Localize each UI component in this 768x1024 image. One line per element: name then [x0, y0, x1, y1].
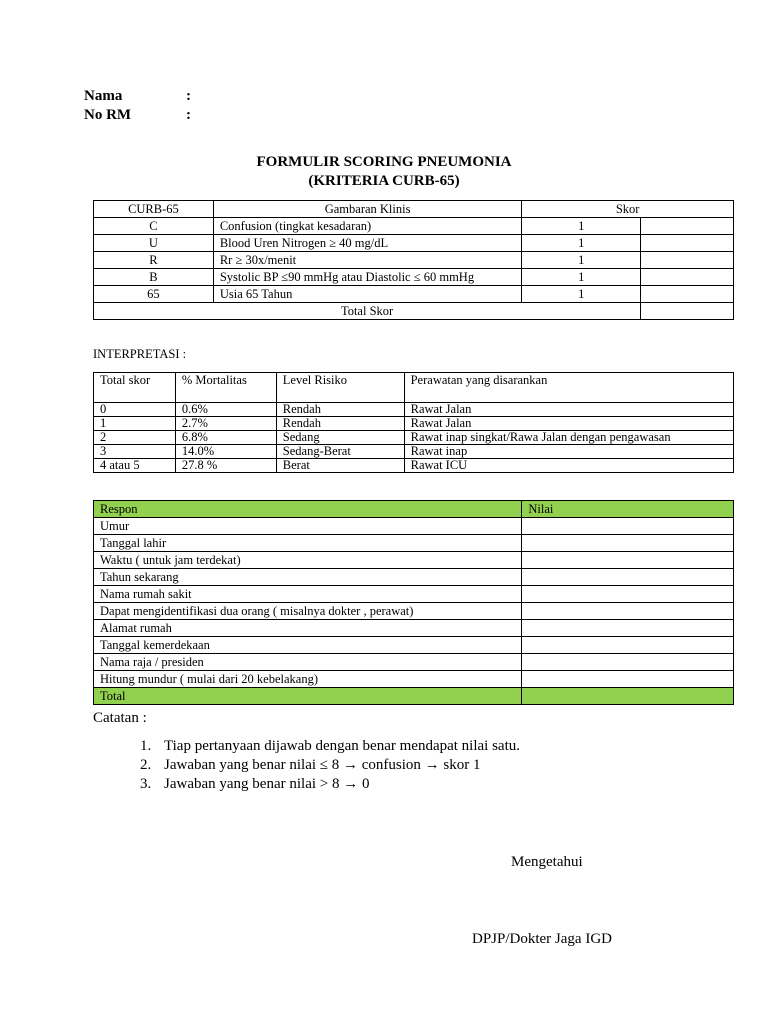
nilai-header: Nilai [522, 501, 734, 518]
risiko-cell: Rendah [276, 417, 404, 431]
mortalitas-cell: 0.6% [175, 403, 276, 417]
level-risiko-header: Level Risiko [276, 373, 404, 403]
respon-item: Dapat mengidentifikasi dua orang ( misalnya dokter , perawat) [94, 603, 522, 620]
curb-desc: Systolic BP ≤90 mmHg atau Diastolic ≤ 60 mmHg [213, 269, 522, 286]
total-skor-label: Total Skor [94, 303, 641, 320]
table-row [94, 269, 734, 286]
table-row [94, 535, 734, 552]
nilai-input-cell[interactable] [522, 603, 734, 620]
skor-cell: 1 [94, 417, 176, 431]
respon-item: Tanggal kemerdekaan [94, 637, 522, 654]
interpretasi-header-row [94, 373, 734, 403]
perawatan-cell: Rawat ICU [404, 459, 733, 473]
norm-label: No RM [84, 107, 132, 123]
mengetahui-label: Mengetahui [511, 854, 583, 870]
risiko-cell: Berat [276, 459, 404, 473]
curb-input-cell[interactable] [641, 286, 734, 303]
table-row [94, 403, 734, 417]
curb-input-cell[interactable] [641, 235, 734, 252]
curb-code: B [94, 269, 214, 286]
curb-score: 1 [522, 269, 641, 286]
list-item: 1. Tiap pertanyaan dijawab dengan benar mendapat nilai satu. [140, 738, 520, 754]
curb-score: 1 [522, 218, 641, 235]
skor-cell: 0 [94, 403, 176, 417]
mortalitas-cell: 27.8 % [175, 459, 276, 473]
table-row [94, 569, 734, 586]
risiko-cell: Sedang [276, 431, 404, 445]
table-row [94, 459, 734, 473]
curb-score: 1 [522, 252, 641, 269]
total-skor-row [94, 303, 734, 320]
table-row [94, 218, 734, 235]
respon-header: Respon [94, 501, 522, 518]
catatan-label: Catatan : [93, 710, 147, 726]
risiko-cell: Rendah [276, 403, 404, 417]
table-row [94, 603, 734, 620]
table-row [94, 518, 734, 535]
list-item: 2. Jawaban yang benar nilai ≤ 8 → confusion → skor 1 [140, 757, 481, 773]
catatan-item-text: Tiap pertanyaan dijawab dengan benar mendapat nilai satu. [164, 738, 520, 754]
clinical-col-header: Gambaran Klinis [213, 201, 522, 218]
form-subtitle: (KRITERIA CURB-65) [308, 173, 460, 189]
skor-cell: 2 [94, 431, 176, 445]
table-row [94, 637, 734, 654]
total-skor-header: Total skor [94, 373, 176, 403]
respon-item: Tahun sekarang [94, 569, 522, 586]
perawatan-cell: Rawat inap singkat/Rawa Jalan dengan pengawasan [404, 431, 733, 445]
nama-label: Nama [84, 88, 123, 104]
form-title: FORMULIR SCORING PNEUMONIA [256, 154, 512, 170]
mortalitas-cell: 2.7% [175, 417, 276, 431]
respon-table [93, 500, 734, 705]
curb-desc: Rr ≥ 30x/menit [213, 252, 522, 269]
nilai-input-cell[interactable] [522, 569, 734, 586]
curb65-header-row [94, 201, 734, 218]
table-row [94, 235, 734, 252]
curb65-table [93, 200, 734, 320]
curb-score: 1 [522, 235, 641, 252]
nama-colon: : [186, 88, 191, 104]
respon-item: Umur [94, 518, 522, 535]
perawatan-cell: Rawat Jalan [404, 403, 733, 417]
perawatan-header: Perawatan yang disarankan [404, 373, 733, 403]
curb-input-cell[interactable] [641, 269, 734, 286]
curb-code: R [94, 252, 214, 269]
curb-code: C [94, 218, 214, 235]
nilai-input-cell[interactable] [522, 518, 734, 535]
curb-desc: Confusion (tingkat kesadaran) [213, 218, 522, 235]
table-row [94, 671, 734, 688]
respon-header-row [94, 501, 734, 518]
table-row [94, 620, 734, 637]
respon-item: Tanggal lahir [94, 535, 522, 552]
table-row [94, 252, 734, 269]
mortalitas-cell: 6.8% [175, 431, 276, 445]
respon-item: Hitung mundur ( mulai dari 20 kebelakang) [94, 671, 522, 688]
score-col-header: Skor [522, 201, 734, 218]
curb-input-cell[interactable] [641, 218, 734, 235]
respon-item: Nama rumah sakit [94, 586, 522, 603]
interpretasi-table [93, 372, 734, 473]
nilai-input-cell[interactable] [522, 586, 734, 603]
nilai-input-cell[interactable] [522, 637, 734, 654]
nilai-input-cell[interactable] [522, 654, 734, 671]
mortalitas-cell: 14.0% [175, 445, 276, 459]
total-skor-input[interactable] [641, 303, 734, 320]
table-row [94, 654, 734, 671]
mortalitas-header: % Mortalitas [175, 373, 276, 403]
respon-total-label: Total [94, 688, 522, 705]
curb-desc: Blood Uren Nitrogen ≥ 40 mg/dL [213, 235, 522, 252]
nilai-input-cell[interactable] [522, 552, 734, 569]
perawatan-cell: Rawat Jalan [404, 417, 733, 431]
table-row [94, 431, 734, 445]
respon-item: Alamat rumah [94, 620, 522, 637]
respon-total-input[interactable] [522, 688, 734, 705]
respon-item: Waktu ( untuk jam terdekat) [94, 552, 522, 569]
catatan-list [140, 737, 520, 794]
curb-code: U [94, 235, 214, 252]
curb-desc: Usia 65 Tahun [213, 286, 522, 303]
nilai-input-cell[interactable] [522, 620, 734, 637]
nilai-input-cell[interactable] [522, 671, 734, 688]
curb65-col-header: CURB-65 [94, 201, 214, 218]
table-row [94, 417, 734, 431]
table-row [94, 552, 734, 569]
curb-score: 1 [522, 286, 641, 303]
risiko-cell: Sedang-Berat [276, 445, 404, 459]
catatan-item-text: Jawaban yang benar nilai ≤ 8 → confusion → skor 1 [164, 757, 481, 773]
table-row [94, 286, 734, 303]
table-row [94, 586, 734, 603]
curb-input-cell[interactable] [641, 252, 734, 269]
signature-role: DPJP/Dokter Jaga IGD [472, 931, 612, 947]
nilai-input-cell[interactable] [522, 535, 734, 552]
skor-cell: 4 atau 5 [94, 459, 176, 473]
catatan-item-text: Jawaban yang benar nilai > 8 → 0 [164, 776, 370, 792]
curb-code: 65 [94, 286, 214, 303]
perawatan-cell: Rawat inap [404, 445, 733, 459]
skor-cell: 3 [94, 445, 176, 459]
norm-colon: : [186, 107, 191, 123]
list-item: 3. Jawaban yang benar nilai > 8 → 0 [140, 776, 370, 792]
table-row [94, 445, 734, 459]
respon-total-row [94, 688, 734, 705]
interpretasi-label: INTERPRETASI : [93, 347, 187, 361]
respon-item: Nama raja / presiden [94, 654, 522, 671]
